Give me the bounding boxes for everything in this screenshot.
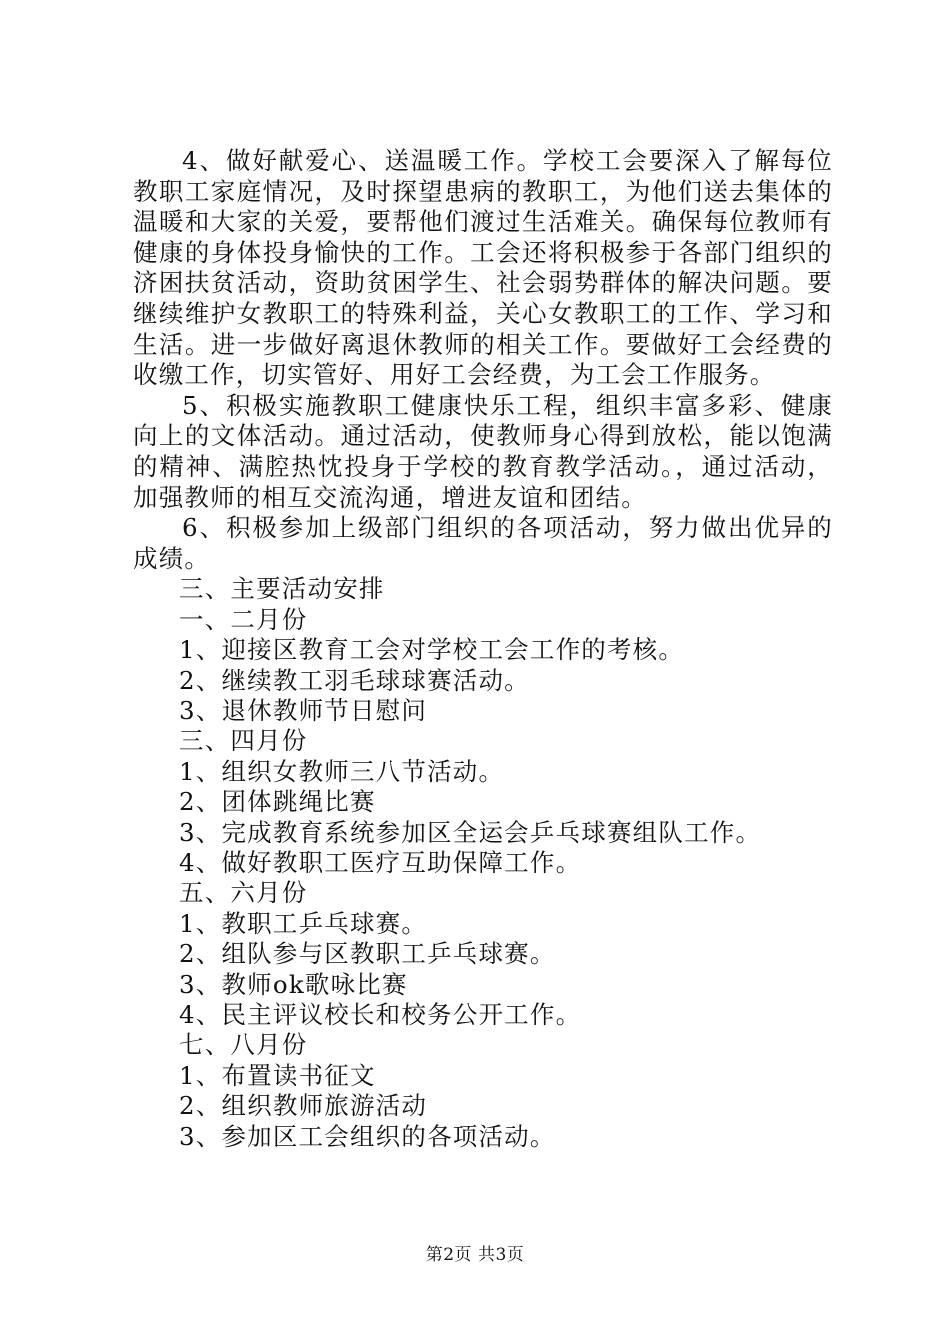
paragraph-item-4: 4、做好献爱心、送温暖工作。学校工会要深入了解每位教职工家庭情况，及时探望患病的教职工，为他们送去集体的温暖和大家的关爱，要帮他们渡过生活难关。确保每位教师有健康的身体投身愉快的工作。工会还将积极参于各部门组织的济困扶贫活动，资助贫困学生、社会弱势群体的解决问题。要继续维护女教职工的特殊利益，关心女教职工的工作、学习和生活。进一步做好离退休教师的相关工作。要做好工会经费的收缴工作，切实管好、用好工会经费，为工会工作服务。 bbox=[133, 146, 833, 390]
paragraph-item-6: 6、积极参加上级部门组织的各项活动，努力做出优异的成绩。 bbox=[133, 513, 833, 573]
list-item: 1、布置读书征文 bbox=[179, 1060, 376, 1090]
list-item: 4、做好教职工医疗互助保障工作。 bbox=[179, 847, 582, 877]
list-item: 3、完成教育系统参加区全运会乒乓球赛组队工作。 bbox=[179, 817, 762, 847]
month-heading: 一、二月份 bbox=[179, 604, 308, 634]
list-item: 3、退休教师节日慰问 bbox=[179, 695, 428, 725]
list-item: 3、教师ok歌咏比赛 bbox=[179, 969, 408, 999]
section-heading: 三、主要活动安排 bbox=[179, 574, 385, 604]
list-item: 2、组织教师旅游活动 bbox=[179, 1091, 428, 1121]
month-heading: 三、四月份 bbox=[179, 726, 308, 756]
paragraph-item-5: 5、积极实施教职工健康快乐工程，组织丰富多彩、健康向上的文体活动。通过活动，使教师身心得到放松，能以饱满的精神、满腔热忱投身于学校的教育教学活动。，通过活动，加强教师的相互交流沟通，增进友谊和团结。 bbox=[133, 390, 833, 512]
month-heading: 七、八月份 bbox=[179, 1030, 308, 1060]
list-item: 1、教职工乒乓球赛。 bbox=[179, 908, 428, 938]
list-item: 2、组队参与区教职工乒乓球赛。 bbox=[179, 939, 556, 969]
list-item: 1、迎接区教育工会对学校工会工作的考核。 bbox=[179, 635, 685, 665]
document-body bbox=[133, 146, 833, 1152]
list-item: 2、继续教工羽毛球球赛活动。 bbox=[179, 665, 530, 695]
list-item: 4、民主评议校长和校务公开工作。 bbox=[179, 1000, 582, 1029]
list-item: 2、团体跳绳比赛 bbox=[179, 787, 376, 817]
page-footer: 第2页 共3页 bbox=[425, 1245, 525, 1265]
month-heading: 五、六月份 bbox=[179, 878, 308, 908]
list-item: 3、参加区工会组织的各项活动。 bbox=[179, 1121, 556, 1151]
list-item: 1、组织女教师三八节活动。 bbox=[179, 756, 505, 786]
